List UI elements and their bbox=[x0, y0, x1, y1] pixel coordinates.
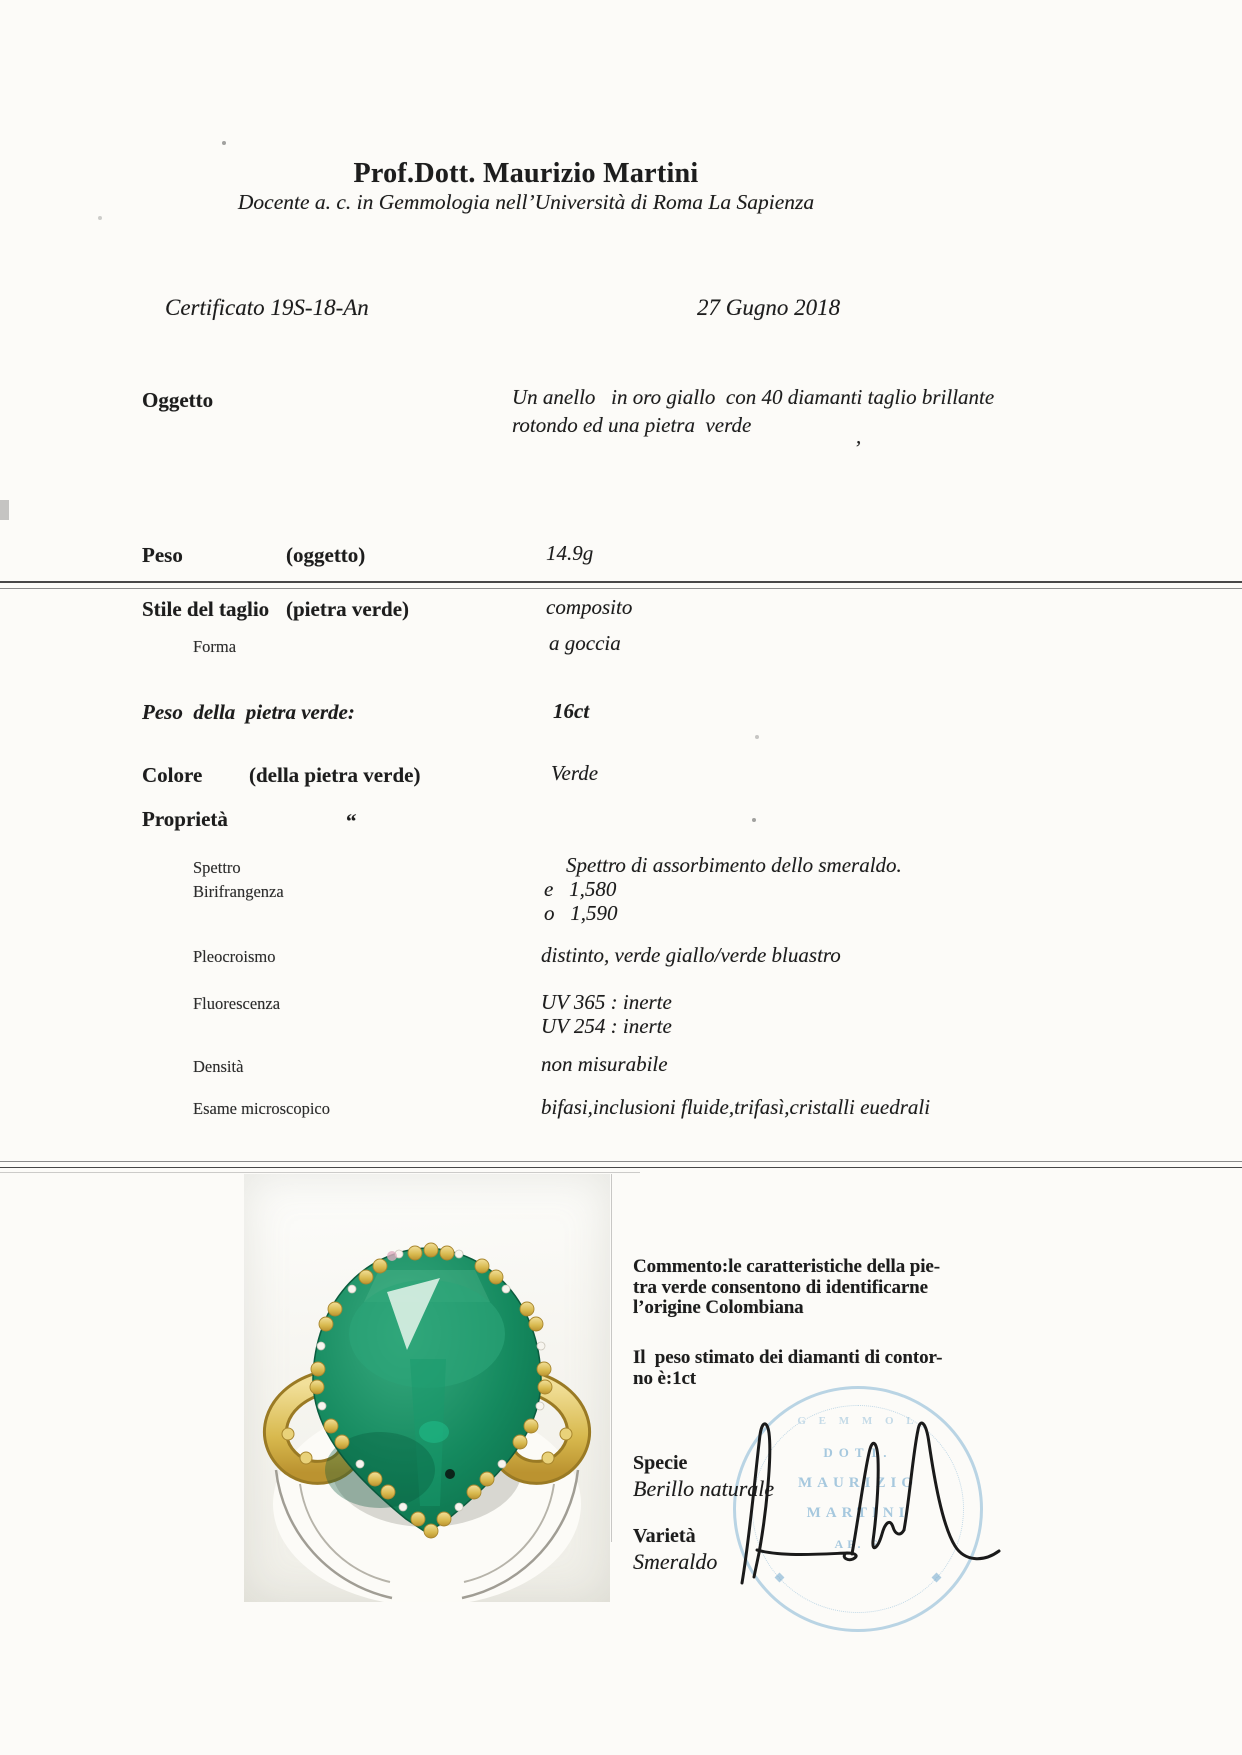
inclusion-dot bbox=[445, 1469, 455, 1479]
stamp-text-martini: MARTINI bbox=[806, 1505, 910, 1521]
page-title: Prof.Dott. Maurizio Martini bbox=[353, 158, 699, 189]
ditto-mark: “ bbox=[346, 809, 357, 833]
densita-value: non misurabile bbox=[541, 1052, 668, 1076]
fluorescenza-uv365: UV 365 : inerte bbox=[541, 990, 672, 1014]
forma-value: a goccia bbox=[549, 631, 621, 655]
scan-speck bbox=[222, 141, 226, 145]
scan-speck bbox=[98, 216, 102, 220]
stamp-arc-text: G E M M O L bbox=[797, 1415, 919, 1427]
page-seam-divider-top bbox=[0, 581, 1242, 589]
pink-speck bbox=[387, 1251, 397, 1261]
stile-value: composito bbox=[546, 595, 633, 619]
forma-label: Forma bbox=[193, 637, 237, 656]
pleocroismo-label: Pleocroismo bbox=[193, 947, 276, 966]
densita-label: Densità bbox=[193, 1057, 244, 1076]
stray-comma: , bbox=[856, 424, 862, 448]
varieta-value: Smeraldo bbox=[633, 1549, 718, 1574]
page-seam-divider-bottom bbox=[0, 1161, 1242, 1173]
peso-pietra-label: Peso della pietra verde: bbox=[142, 700, 355, 724]
certificate-date: 27 Gugno 2018 bbox=[697, 295, 841, 320]
commento-line3: l’origine Colombiana bbox=[633, 1297, 804, 1318]
oggetto-value-line1: Un anello in oro giallo con 40 diamanti taglio brillante bbox=[512, 385, 995, 409]
peso-label: Peso bbox=[142, 543, 183, 567]
birifrangenza-label: Birifrangenza bbox=[193, 882, 284, 901]
peso-value: 14.9g bbox=[546, 541, 594, 565]
birifrangenza-e-value: e 1,580 bbox=[544, 877, 617, 901]
spettro-label: Spettro bbox=[193, 858, 241, 877]
fluorescenza-uv254: UV 254 : inerte bbox=[541, 1014, 672, 1038]
spettro-value: Spettro di assorbimento dello smeraldo. bbox=[566, 853, 902, 877]
scan-seam-line bbox=[611, 1174, 612, 1542]
pleocroismo-value: distinto, verde giallo/verde bluastro bbox=[541, 943, 841, 967]
scan-speck bbox=[752, 818, 756, 822]
diamanti-peso-line2: no è:1ct bbox=[633, 1367, 697, 1389]
commento-line2: tra verde consentono di identificarne bbox=[633, 1276, 928, 1298]
colore-value: Verde bbox=[551, 761, 599, 785]
certificate-number: Certificato 19S-18-An bbox=[165, 295, 369, 320]
stamp-text-maurizio: MAURIZIO bbox=[797, 1475, 918, 1491]
birifrangenza-o-value: o 1,590 bbox=[544, 901, 618, 925]
stamp-text-dott: DOTT. bbox=[823, 1445, 893, 1460]
ring-illustration bbox=[244, 1174, 610, 1602]
peso-qualifier: (oggetto) bbox=[286, 543, 366, 567]
scan-artifact bbox=[0, 500, 9, 520]
diamanti-peso-block bbox=[633, 1348, 942, 1389]
signature bbox=[712, 1415, 1032, 1605]
oggetto-value-line2: rotondo ed una pietra verde bbox=[512, 413, 752, 437]
ring-photo bbox=[244, 1174, 610, 1602]
colore-label: Colore bbox=[142, 763, 203, 787]
diamanti-peso-line1: Il peso stimato dei diamanti di contor- bbox=[633, 1347, 943, 1368]
colore-qualifier: (della pietra verde) bbox=[249, 763, 421, 787]
peso-pietra-value: 16ct bbox=[553, 699, 590, 723]
page-subtitle: Docente a. c. in Gemmologia nell’Università di Roma La Sapienza bbox=[237, 190, 815, 214]
esame-value: bifasi,inclusioni fluide,trifasì,cristalli euedrali bbox=[541, 1095, 931, 1119]
specie-label: Specie bbox=[633, 1452, 688, 1474]
oggetto-label: Oggetto bbox=[142, 388, 214, 412]
esame-label: Esame microscopico bbox=[193, 1099, 330, 1118]
fluorescenza-label: Fluorescenza bbox=[193, 994, 281, 1013]
stile-label: Stile del taglio bbox=[142, 597, 270, 621]
commento-line1: Commento:le caratteristiche della pie- bbox=[633, 1256, 940, 1277]
stamp-text-ap: AP. 6 bbox=[834, 1537, 882, 1551]
varieta-label: Varietà bbox=[633, 1525, 696, 1547]
commento-block bbox=[633, 1257, 940, 1319]
proprieta-label: Proprietà bbox=[142, 807, 228, 831]
stile-qualifier: (pietra verde) bbox=[286, 597, 410, 621]
specie-value: Berillo naturale bbox=[633, 1476, 775, 1501]
scan-speck bbox=[755, 735, 759, 739]
